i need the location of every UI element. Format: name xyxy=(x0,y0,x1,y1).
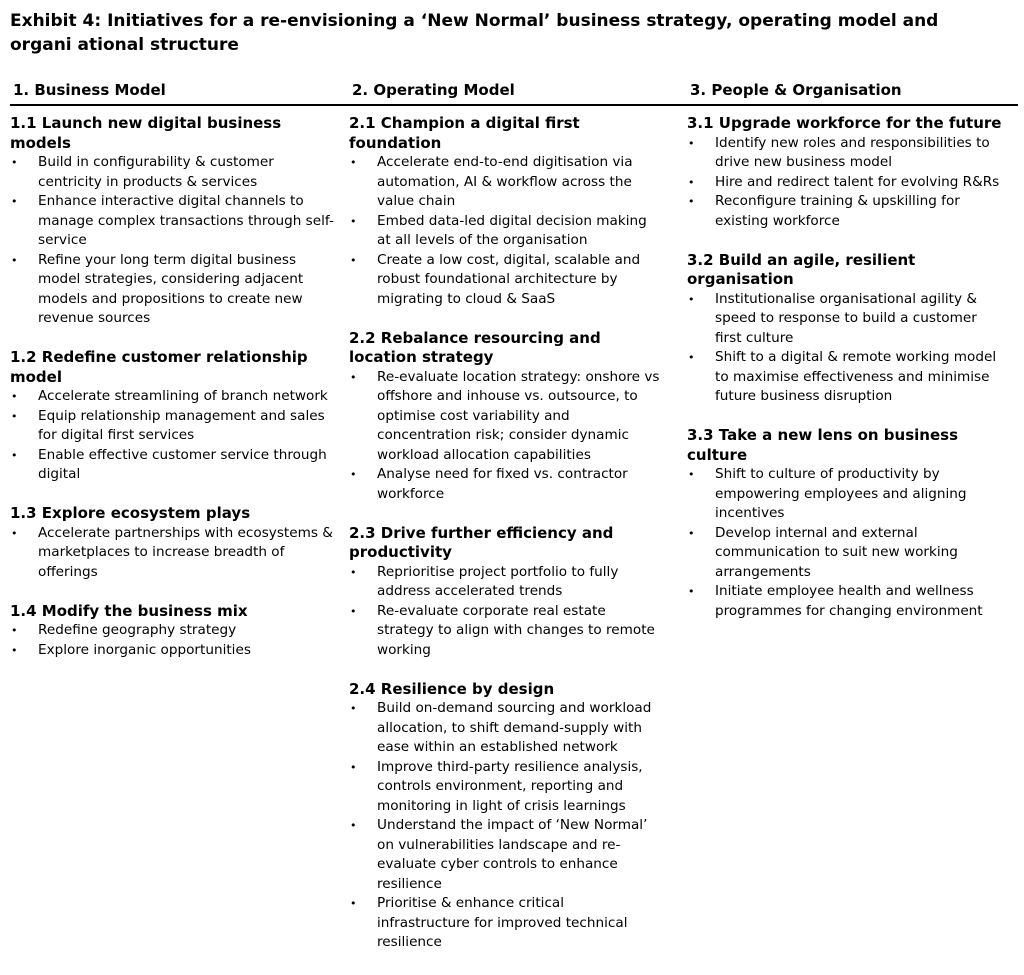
list-item: • Prioritise & enhance critical infrastructure for improved technical resilience xyxy=(349,894,661,953)
list-item: • Shift to a digital & remote working model to maximise effectiveness and minimise future business disruption xyxy=(687,348,1003,407)
section xyxy=(10,114,338,329)
list-item: • Create a low cost, digital, scalable and robust foundational architecture by migrating to cloud & SaaS xyxy=(349,251,661,310)
section-title: 2.4 Resilience by design xyxy=(349,679,555,698)
list-item: • Accelerate end-to-end digitisation via automation, AI & workflow across the value chain xyxy=(349,153,661,212)
list-item: • Build in configurability & customer centricity in products & services xyxy=(10,153,338,192)
list-item: • Accelerate streamlining of branch network xyxy=(10,387,338,407)
list-item: • Institutionalise organisational agility & speed to response to build a customer first culture xyxy=(687,290,1003,349)
column-operating-model xyxy=(349,78,661,953)
section-title: 3.2 Build an agile, resilient organisation xyxy=(687,250,916,288)
section xyxy=(349,329,661,505)
list-item: • Identify new roles and responsibilities to drive new business model xyxy=(687,134,1003,173)
list-item: • Initiate employee health and wellness programmes for changing environment xyxy=(687,582,1003,621)
section xyxy=(10,602,338,661)
column-heading: 2. Operating Model xyxy=(352,81,515,99)
list-item: • Shift to culture of productivity by empowering employees and aligning incentives xyxy=(687,465,1003,524)
section xyxy=(349,114,661,309)
section-title: 3.1 Upgrade workforce for the future xyxy=(687,114,1002,132)
column-heading: 3. People & Organisation xyxy=(690,81,902,99)
column-heading: 1. Business Model xyxy=(13,81,166,99)
list-item: • Develop internal and external communication to suit new working arrangements xyxy=(687,524,1003,583)
column-business-model xyxy=(10,78,338,660)
section xyxy=(687,114,1003,231)
column-people-organisation xyxy=(687,78,1003,621)
exhibit-title: Exhibit 4: Initiatives for a re-envisioning a ‘New Normal’ business strategy, operating model and organi ational structure xyxy=(10,11,939,55)
section-title: 2.3 Drive further efficiency and productivity xyxy=(349,523,614,561)
section xyxy=(349,680,661,953)
list-item: • Re-evaluate corporate real estate strategy to align with changes to remote working xyxy=(349,602,661,661)
list-item: • Explore inorganic opportunities xyxy=(10,641,338,661)
section-title: 3.3 Take a new lens on business culture xyxy=(687,426,959,464)
list-item: • Analyse need for fixed vs. contractor workforce xyxy=(349,465,661,504)
list-item: • Enhance interactive digital channels to manage complex transactions through self-service xyxy=(10,192,338,251)
section xyxy=(10,348,338,485)
list-item: • Re-evaluate location strategy: onshore vs offshore and inhouse vs. outsource, to optimise cost variability and concentration risk; consider dynamic workload allocation capabilities xyxy=(349,368,661,466)
list-item: • Reprioritise project portfolio to fully address accelerated trends xyxy=(349,563,661,602)
list-item: • Build on-demand sourcing and workload allocation, to shift demand-supply with ease within an established network xyxy=(349,699,661,758)
section-title: 1.2 Redefine customer relationship model xyxy=(10,348,308,386)
section-title: 1.3 Explore ecosystem plays xyxy=(10,504,251,522)
list-item: • Hire and redirect talent for evolving R&Rs xyxy=(687,173,1003,193)
list-item: • Equip relationship management and sales for digital first services xyxy=(10,407,338,446)
section-title: 1.4 Modify the business mix xyxy=(10,601,248,620)
list-item: • Reconfigure training & upskilling for existing workforce xyxy=(687,192,1003,231)
section-title: 2.2 Rebalance resourcing and location strategy xyxy=(349,328,601,366)
section-title: 2.1 Champion a digital first foundation xyxy=(349,114,580,152)
list-item: • Redefine geography strategy xyxy=(10,621,338,641)
list-item: • Embed data-led digital decision making at all levels of the organisation xyxy=(349,212,661,251)
list-item: • Accelerate partnerships with ecosystems & marketplaces to increase breadth of offerings xyxy=(10,524,338,583)
initiatives-table xyxy=(10,78,1018,968)
section xyxy=(349,524,661,661)
section xyxy=(687,251,1003,407)
section xyxy=(10,504,338,582)
list-item: • Understand the impact of ‘New Normal’ on vulnerabilities landscape and re-evaluate cyber controls to enhance resilience xyxy=(349,816,661,894)
list-item: • Refine your long term digital business model strategies, considering adjacent models and propositions to create new revenue sources xyxy=(10,251,338,329)
list-item: • Improve third-party resilience analysis, controls environment, reporting and monitoring in light of crisis learnings xyxy=(349,758,661,817)
list-item: • Enable effective customer service through digital xyxy=(10,446,338,485)
section xyxy=(687,426,1003,621)
section-title: 1.1 Launch new digital business models xyxy=(10,114,282,152)
